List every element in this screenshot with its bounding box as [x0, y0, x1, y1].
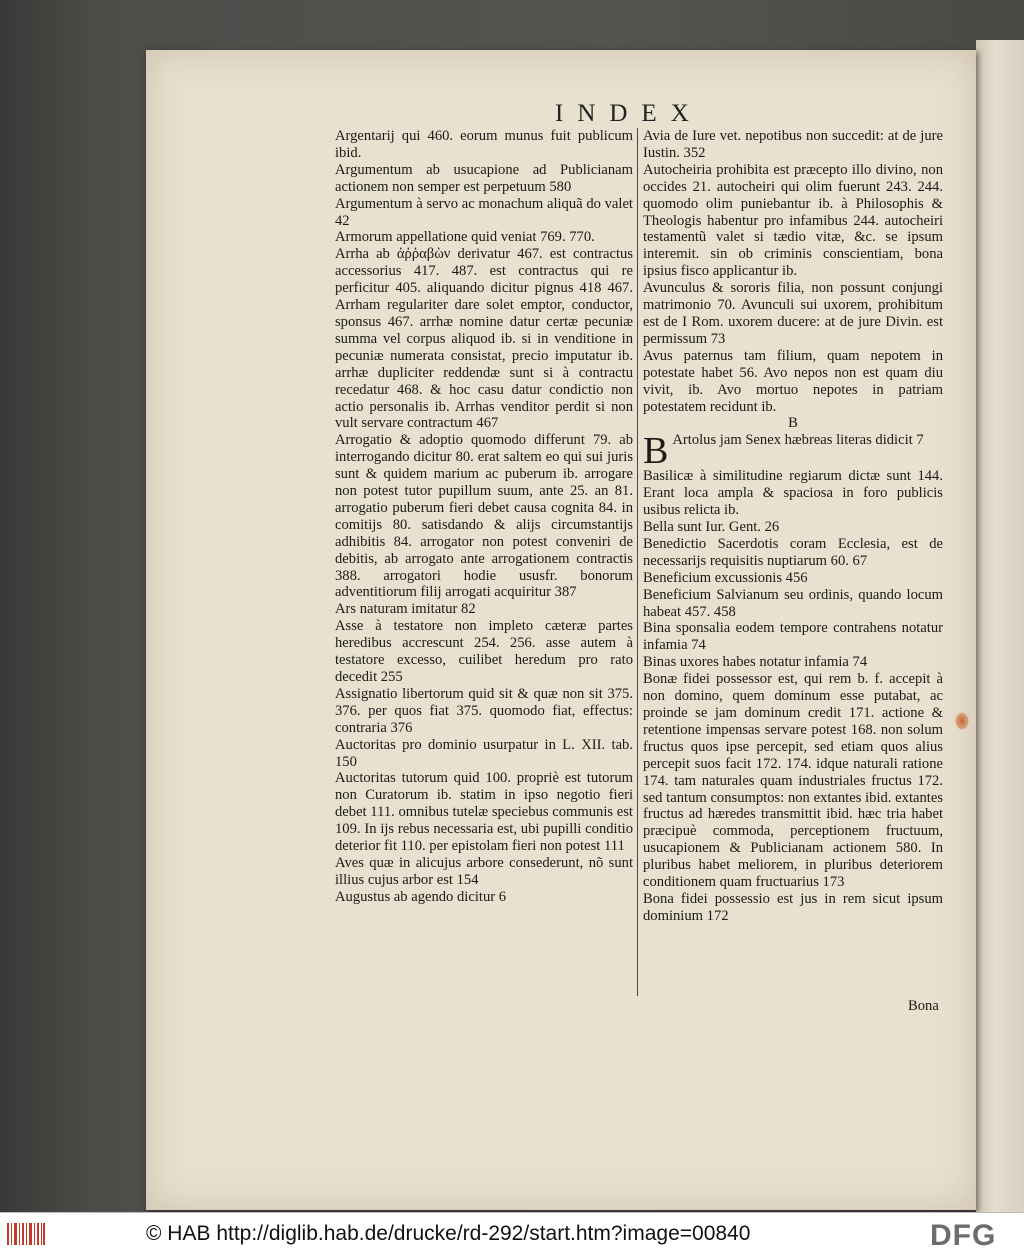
index-entry: Arrogatio & adoptio quomodo differunt 79. ab interrogando dicitur 80. erat saltem eo qui sui juris sunt & quidem marium ac puberum ib. arrogare non potest tutor pupillum suum, ante 25. an 81. arrogatio puberum fieri debet causa cognita 84. in comitijs 80. satisdando & alijs circumstantijs adhibitis 84. arrogator non potest conveniri de debitis, ab arrogato ante arrogationem contractis 388. arrogatori hodie ususfr. bonorum adventitiorum filij arrogati acquiritur 387 — [335, 432, 633, 601]
index-entry: Argentarij qui 460. eorum munus fuit publicum ibid. — [335, 128, 633, 161]
index-entry: Aves quæ in alicujus arbore consederunt, nõ sunt illius cujus arbor est 154 — [335, 854, 633, 888]
index-entry: Benedictio Sacerdotis coram Ecclesia, est de necessarijs requisitis nuptiarum 60. 67 — [643, 535, 943, 569]
column-rule — [637, 128, 638, 996]
dfg-logo: DFG — [930, 1219, 997, 1252]
index-entry: Basilicæ à similitudine regiarum dictæ sunt 144. Erant loca ampla & spaciosa in foro publicis usibus relicta ib. — [643, 468, 943, 519]
index-entry: Argumentum à servo ac monachum aliquã do valet 42 — [335, 195, 633, 229]
page-heading: INDEX — [555, 100, 703, 127]
index-entry: Beneficium Salvianum seu ordinis, quando locum habeat 457. 458 — [643, 586, 943, 620]
index-entry: Asse à testatore non impleto cæteræ partes heredibus accrescunt 254. 256. asse autem à testatore excesso, cuilibet heredum pro rato decedit 255 — [335, 618, 633, 685]
index-entry: Autocheiria prohibita est præcepto illo divino, non occides 21. autocheiri qui olim fuerunt 243. 244. quomodo olim puniebantur ib. à Philosophis & Theologis habentur pro infamibus 244. autocheiri testamentũ valet si tædio vitæ, &c. se ipsum interemit. sin ob criminis conscientiam, bona ipsius fisco applicantur ib. — [643, 161, 943, 280]
index-entry: Avia de Iure vet. nepotibus non succedit: at de jure Iustin. 352 — [643, 128, 943, 161]
index-entry: Beneficium excussionis 456 — [643, 569, 808, 586]
index-entry: Bina sponsalia eodem tempore contrahens notatur infamia 74 — [643, 620, 943, 654]
copyright-url[interactable]: © HAB http://diglib.hab.de/drucke/rd-292/start.htm?image=00840 — [146, 1222, 751, 1245]
hab-logo-icon — [6, 1221, 46, 1247]
index-entry: Arrha ab ἀῤῥαβὼν derivatur 467. est contractus accessorius 417. 487. est contractus qui re perficitur 405. aliquando dicitur pignus 418 467. Arrham regulariter dare solet emptor, conductor, sponsus 467. arrhæ nomine datur certæ pecuniæ summa vel corpus aliquod ib. si in venditione in pecuniæ numerata consistat, precio imputatur ib. arrhæ dupliciter reddendæ sunt si à contractu recedatur 468. & hoc casu datur condictio non actio personalis ib. Arrhas venditor perdit si non vult servare contractum 467 — [335, 246, 633, 432]
footer-bar — [0, 1212, 1024, 1256]
drop-cap: B — [643, 430, 669, 473]
paper-stain — [955, 712, 969, 730]
dropcap-entry — [643, 430, 943, 473]
index-entry: Argumentum ab usucapione ad Publicianam actionem non semper est perpetuum 580 — [335, 161, 633, 195]
index-entry: Bonæ fidei possessor est, qui rem b. f. accepit à non domino, quem dominum esse putabat, ac proinde se jam dominum credit 171. actione & retentione impensas servare potest 168. non solum fructus quos ipse percepit, sed etiam quos alius percepit suos facit 172. 174. idque naturali ratione 174. tam naturales quam industriales fructus 172. sed tantum consumptos: non extantes ibid. extantes fructus ad hæredes transmittit ibid. hæc tria habet præcipuè commoda, perceptionem fructuum, usucapionem & Publicianam actionem 580. In pluribus habet meliorem, in pluribus deteriorem conditionem quam fructuarius 173 — [643, 671, 943, 891]
left-column — [335, 128, 633, 906]
next-page-edge — [976, 40, 1024, 1212]
index-entry: Auctoritas tutorum quid 100. propriè est tutorum non Curatorum ib. statim in ipso negotio fieri debet 111. omnibus tutelæ speciebus communis est 109. In ijs rebus necessaria est, ubi pupilli conditio deterior fit 110. per epistolam fieri non potest 111 — [335, 770, 633, 855]
right-column — [643, 128, 943, 925]
index-entry: Avus paternus tam filium, quam nepotem in potestate habet 56. Avo nepos non est quam diu vivit, ib. Avo mortuo nepotes in patriam potestatem recidunt ib. — [643, 347, 943, 415]
index-entry: Ars naturam imitatur 82 — [335, 601, 476, 618]
index-entry: Avunculus & sororis filia, non possunt conjungi matrimonio 70. Avunculi sui uxorem, prohibitum est de I Rom. uxorem ducere: at de jure Divin. est permissum 73 — [643, 280, 943, 347]
section-letter: B — [788, 415, 798, 432]
index-entry: Augustus ab agendo dicitur 6 — [335, 888, 507, 905]
index-entry: Bella sunt Iur. Gent. 26 — [643, 519, 780, 536]
catchword: Bona — [908, 998, 939, 1014]
dropcap-text: Artolus jam Senex hæbreas literas didicit 7 — [672, 432, 924, 449]
index-entry: Bona fidei possessio est jus in rem sicut ipsum dominium 172 — [643, 890, 943, 924]
index-entry: Binas uxores habes notatur infamia 74 — [643, 654, 868, 671]
index-entry: Auctoritas pro dominio usurpatur in L. XII. tab. 150 — [335, 736, 633, 770]
index-entry: Assignatio libertorum quid sit & quæ non sit 375. 376. per quos fiat 375. quomodo fiat, effectus: contraria 376 — [335, 685, 633, 736]
index-entry: Armorum appellatione quid veniat 769. 770. — [335, 229, 595, 246]
